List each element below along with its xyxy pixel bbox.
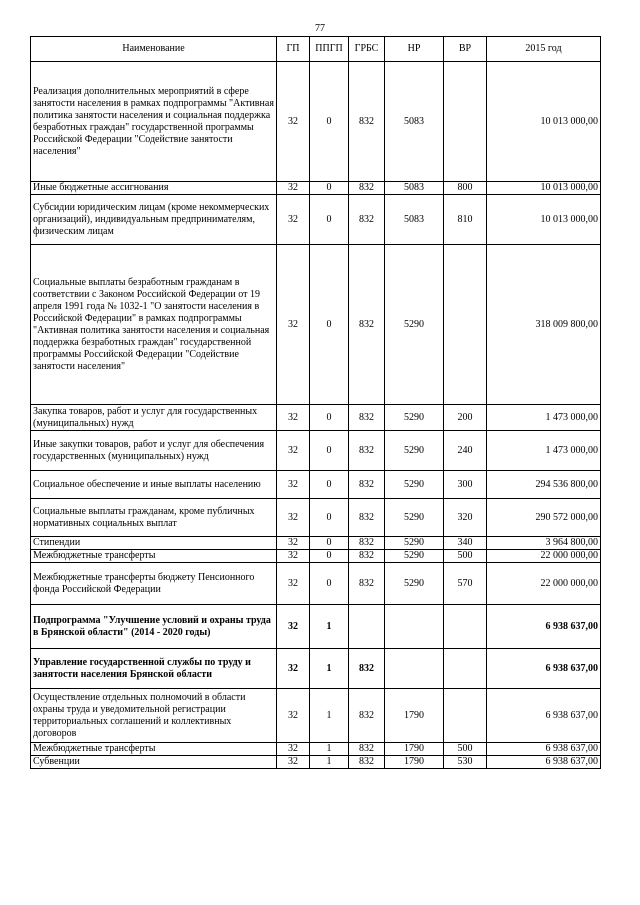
cell-ppgp: 0 [310,431,349,471]
table-row [31,689,601,743]
table-row [31,550,601,563]
cell-ppgp: 1 [310,756,349,769]
table-row [31,405,601,431]
table-row [31,563,601,605]
budget-table [30,36,601,769]
cell-name: Межбюджетные трансферты [31,550,277,563]
cell-nr: 1790 [385,756,444,769]
cell-name: Социальные выплаты гражданам, кроме публичных нормативных социальных выплат [31,499,277,537]
cell-ppgp: 0 [310,471,349,499]
cell-vr [444,605,487,649]
cell-amount: 6 938 637,00 [487,689,601,743]
cell-amount: 6 938 637,00 [487,649,601,689]
cell-vr [444,689,487,743]
header-vr: ВР [444,37,487,62]
cell-grbs: 832 [349,499,385,537]
cell-vr: 500 [444,550,487,563]
cell-gp: 32 [277,195,310,245]
cell-ppgp: 0 [310,563,349,605]
cell-ppgp: 0 [310,195,349,245]
cell-vr: 570 [444,563,487,605]
cell-ppgp: 0 [310,245,349,405]
cell-gp: 32 [277,431,310,471]
cell-vr [444,245,487,405]
table-row [31,431,601,471]
cell-ppgp: 0 [310,499,349,537]
table-row [31,537,601,550]
cell-name: Стипендии [31,537,277,550]
cell-nr: 5290 [385,431,444,471]
cell-vr: 810 [444,195,487,245]
cell-gp: 32 [277,550,310,563]
cell-gp: 32 [277,537,310,550]
cell-nr: 5083 [385,195,444,245]
cell-nr: 5290 [385,550,444,563]
cell-name: Иные закупки товаров, работ и услуг для обеспечения государственных (муниципальных) нужд [31,431,277,471]
cell-name: Субвенции [31,756,277,769]
cell-vr: 300 [444,471,487,499]
cell-gp: 32 [277,649,310,689]
header-nr: НР [385,37,444,62]
cell-amount: 1 473 000,00 [487,431,601,471]
cell-vr [444,649,487,689]
cell-ppgp: 0 [310,182,349,195]
cell-amount: 318 009 800,00 [487,245,601,405]
cell-vr [444,62,487,182]
cell-vr: 500 [444,743,487,756]
cell-name: Реализация дополнительных мероприятий в сфере занятости населения в рамках подпрограммы "Активная политика занятости населения и социальная поддержка безработных граждан" государственной программы Российской Федерации "Содействие занятости населения" [31,62,277,182]
cell-name: Социальное обеспечение и иные выплаты населению [31,471,277,499]
cell-amount: 10 013 000,00 [487,195,601,245]
cell-name: Социальные выплаты безработным гражданам в соответствии с Законом Российской Федерации от 19 апреля 1991 года № 1032-1 "О занятости населения в Российской Федерации" в рамках подпрограммы "Активная политика занятости населения и социальная поддержка безработных граждан" государственной программы Российской Федерации "Содействие занятости населения" [31,245,277,405]
cell-grbs: 832 [349,62,385,182]
cell-amount: 6 938 637,00 [487,743,601,756]
cell-grbs [349,605,385,649]
cell-nr: 5290 [385,563,444,605]
cell-nr [385,605,444,649]
cell-ppgp: 0 [310,405,349,431]
cell-grbs: 832 [349,689,385,743]
header-name: Наименование [31,37,277,62]
cell-gp: 32 [277,182,310,195]
cell-ppgp: 0 [310,62,349,182]
cell-nr: 5290 [385,499,444,537]
cell-amount: 6 938 637,00 [487,756,601,769]
header-year: 2015 год [487,37,601,62]
cell-grbs: 832 [349,405,385,431]
cell-gp: 32 [277,245,310,405]
cell-amount: 6 938 637,00 [487,605,601,649]
cell-name: Осуществление отдельных полномочий в области охраны труда и уведомительной регистрации территориальных соглашений и коллективных договоров [31,689,277,743]
cell-amount: 10 013 000,00 [487,62,601,182]
cell-ppgp: 1 [310,689,349,743]
cell-ppgp: 1 [310,743,349,756]
cell-nr: 5083 [385,62,444,182]
cell-name: Подпрограмма "Улучшение условий и охраны труда в Брянской области" (2014 - 2020 годы) [31,605,277,649]
cell-vr: 800 [444,182,487,195]
header-row [31,37,601,62]
cell-vr: 240 [444,431,487,471]
page-number: 77 [315,23,325,34]
cell-grbs: 832 [349,245,385,405]
cell-grbs: 832 [349,182,385,195]
cell-grbs: 832 [349,550,385,563]
cell-nr: 5290 [385,405,444,431]
cell-vr: 340 [444,537,487,550]
cell-grbs: 832 [349,471,385,499]
cell-ppgp: 1 [310,649,349,689]
cell-amount: 294 536 800,00 [487,471,601,499]
table-row [31,195,601,245]
cell-gp: 32 [277,563,310,605]
cell-gp: 32 [277,756,310,769]
cell-nr [385,649,444,689]
cell-gp: 32 [277,405,310,431]
cell-gp: 32 [277,62,310,182]
cell-amount: 1 473 000,00 [487,405,601,431]
cell-ppgp: 1 [310,605,349,649]
table-row [31,245,601,405]
cell-name: Управление государственной службы по труду и занятости населения Брянской области [31,649,277,689]
table-row [31,743,601,756]
table-row [31,471,601,499]
cell-gp: 32 [277,605,310,649]
table-row [31,649,601,689]
cell-grbs: 832 [349,431,385,471]
cell-nr: 5083 [385,182,444,195]
cell-name: Иные бюджетные ассигнования [31,182,277,195]
cell-grbs: 832 [349,537,385,550]
cell-name: Закупка товаров, работ и услуг для государственных (муниципальных) нужд [31,405,277,431]
cell-ppgp: 0 [310,537,349,550]
header-grbs: ГРБС [349,37,385,62]
cell-name: Субсидии юридическим лицам (кроме некоммерческих организаций), индивидуальным предпринимателям, физическим лицам [31,195,277,245]
cell-nr: 5290 [385,537,444,550]
cell-nr: 1790 [385,689,444,743]
cell-amount: 3 964 800,00 [487,537,601,550]
cell-grbs: 832 [349,563,385,605]
cell-nr: 5290 [385,471,444,499]
cell-gp: 32 [277,743,310,756]
table-row [31,182,601,195]
table-row [31,605,601,649]
cell-amount: 290 572 000,00 [487,499,601,537]
cell-name: Межбюджетные трансферты бюджету Пенсионного фонда Российской Федерации [31,563,277,605]
cell-amount: 22 000 000,00 [487,550,601,563]
cell-gp: 32 [277,471,310,499]
cell-ppgp: 0 [310,550,349,563]
cell-vr: 530 [444,756,487,769]
cell-amount: 10 013 000,00 [487,182,601,195]
cell-grbs: 832 [349,756,385,769]
header-ppgp: ППГП [310,37,349,62]
cell-grbs: 832 [349,743,385,756]
cell-gp: 32 [277,689,310,743]
header-gp: ГП [277,37,310,62]
table-row [31,756,601,769]
cell-gp: 32 [277,499,310,537]
cell-grbs: 832 [349,195,385,245]
cell-vr: 320 [444,499,487,537]
cell-amount: 22 000 000,00 [487,563,601,605]
cell-grbs: 832 [349,649,385,689]
cell-vr: 200 [444,405,487,431]
table-row [31,62,601,182]
cell-nr: 1790 [385,743,444,756]
cell-name: Межбюджетные трансферты [31,743,277,756]
cell-nr: 5290 [385,245,444,405]
table-row [31,499,601,537]
